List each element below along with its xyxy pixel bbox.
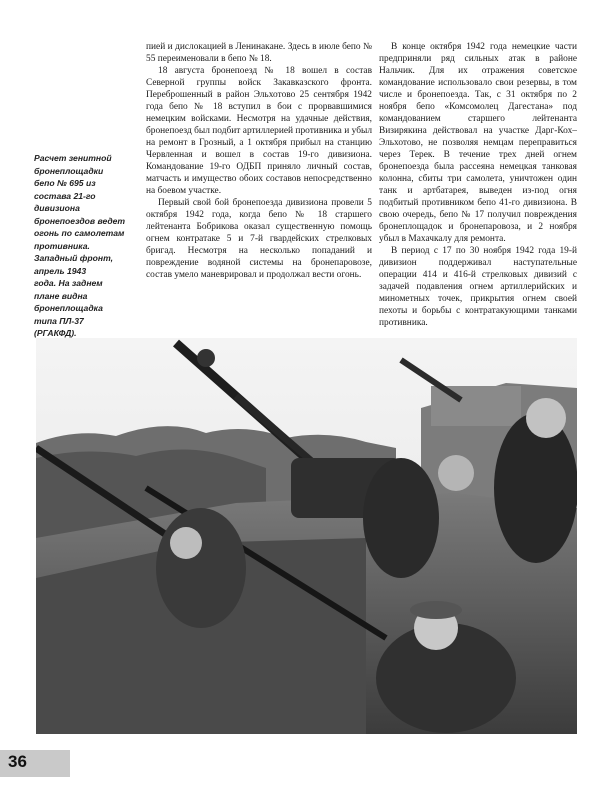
paragraph: В конце октября 1942 года немецкие части предприняли ряд сильных атак в районе Нальчик. Для их отражения советское командование использовало свои резервы, в том числе и бронепоезда. Так, с 31 октября по 2 ноября бепо «Комсомолец Дагестана» под командованием старшего лейтенанта Визирякина действовал на участке Дарг-Кох–Эльхотово, не позволяя немцам переправиться через Терек. В течение трех дней огнем бронепоезда была рассеяна немецкая танковая колонна, сбиты три самолета, уничтожен один танк и артбатарея, выведен из-под огня подбитый противником бепо 41-го дивизиона. В свою очередь, бепо № 17 получил повреждения бронеплощадок и бронепаровоза, и 2 ноября убыл в Махачкалу для ремонта. [379, 42, 577, 244]
page-number: 36 [8, 752, 27, 771]
text-column-middle [146, 41, 372, 281]
paragraph: Первый свой бой бронепоезда дивизиона провели 5 октября 1942 года, когда бепо № 18 старшего лейтенанта Бобрикова оказал существенную помощь огнем контратаке 5 и 7-й гвардейских стрелковых бригад. Несмотря на несколько попаданий и повреждение водяной системы на бронепаровозе, состав умело маневрировал и продолжал вести огонь. [146, 198, 372, 280]
caption-line: апрель 1943 [34, 265, 87, 276]
caption-line: Западный фронт, [34, 253, 114, 263]
caption-line: бронепоездов ведет [34, 215, 126, 226]
caption-line: типа ПЛ-37 [34, 315, 84, 326]
caption-line: бепо № 695 из [34, 178, 96, 188]
text-column-right [379, 41, 577, 329]
caption-line: противника. [34, 240, 90, 251]
caption-line: плане видна [34, 290, 88, 301]
caption-line: бронеплощадка [34, 303, 103, 313]
caption-line: бронеплощадки [34, 165, 104, 176]
photo-illustration [36, 338, 577, 734]
archive-photo [36, 338, 577, 734]
photo-caption [34, 152, 144, 340]
paragraph: пией и дислокацией в Ленинакане. Здесь в июле бепо № 55 переименовали в бепо № 18. [146, 42, 372, 64]
caption-line: Расчет зенитной [34, 153, 112, 163]
caption-line: огонь по самолетам [34, 228, 125, 238]
caption-line: (РГАКФД). [34, 328, 77, 338]
caption-line: года. На заднем [34, 278, 103, 288]
caption-line: дивизиона [34, 203, 80, 213]
caption-line: состава 21-го [34, 190, 96, 201]
paragraph: 18 августа бронепоезд № 18 вошел в состав Северной группы войск Закавказского фронта. Переброшенный в район Эльхотово 25 сентября 1942 года бепо № 18 вступил в бои с прорвавшимися немецким войсками. Несмотря на удачные действия, бронепоезд был подбит артиллерией противника и убыл на ремонт в Грозный, а 1 октября прибыл на станцию Червленная и вошел в состав 19-го дивизиона. Командование 19-го ОДБП приняло личный состав, матчасть и имущество обоих составов непосредственно на боевом участке. [146, 66, 372, 196]
paragraph: В период с 17 по 30 ноября 1942 года 19-й дивизион поддерживал наступательные операции 414 и 416-й стрелковых дивизий с задачей подавления огнем артиллерийских и минометных точек, прикрытия огнем своей пехоты и борьбы с контратакующими танками противника. [379, 246, 577, 328]
